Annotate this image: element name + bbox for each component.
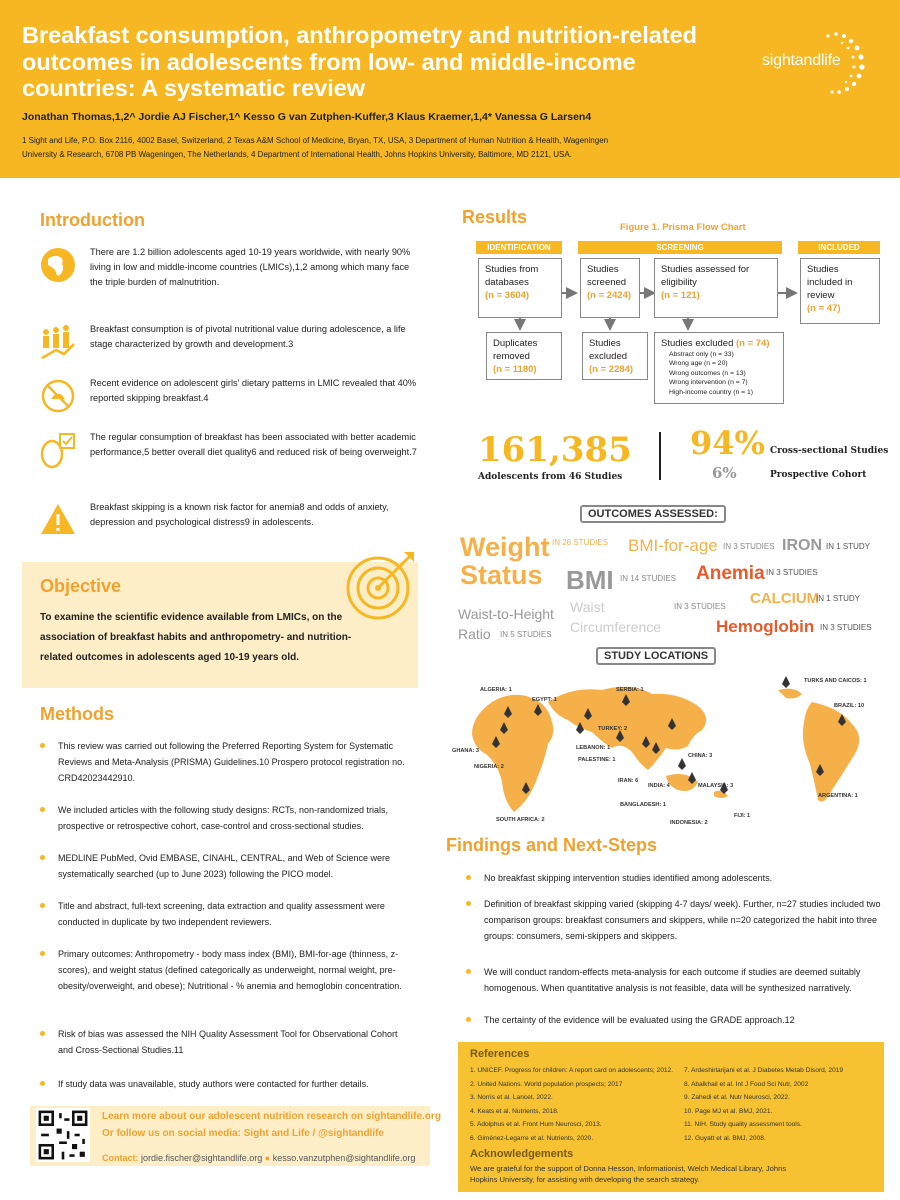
outcome-bmi-for-age-count: IN 3 STUDIES <box>723 542 775 551</box>
methods-item: MEDLINE PubMed, Ovid EMBASE, CINAHL, CENTRAL, and Web of Science were systematically searched (up to June 2023) following the PICO model. <box>58 850 408 882</box>
stat-cohort: 6% <box>712 464 737 482</box>
figure-caption: Figure 1. Prisma Flow Chart <box>620 222 746 233</box>
outcomes-title: OUTCOMES ASSESSED: <box>580 505 726 523</box>
prisma-box-excluded: Studies excluded (n = 2284) <box>582 332 648 380</box>
contact-emails: Contact: jordie.fischer@sightandlife.org ● kesso.vanzutphen@sightandlife.org <box>102 1153 416 1163</box>
email-link[interactable]: jordie.fischer@sightandlife.org <box>141 1153 263 1163</box>
prisma-box-included: Studies included in review (n = 47) <box>800 258 880 324</box>
intro-item: Breakfast skipping is a known risk factor for anemia8 and odds of anxiety, depression and psychological distress9 in adolescents. <box>38 500 428 540</box>
logo-wordmark: sightandlife <box>762 52 841 69</box>
outcome-waist: Waist Circumference <box>570 599 662 635</box>
map-labels: ALGERIA: 1 EGYPT: 1 SERBIA: 1 TURKS AND CAICOS: 1 TURKEY: 2 LEBANON: 1 PALESTINE: 1 GHANA: 3 NIGERIA: 2 IRAN: 6 INDIA: 4 CHINA: 3 BRAZIL: 10 MALAYSIA: 3 BANGLADESH: 1 ARGENTINA: 1 SOUTH AFRICA: 2 INDONESIA: 2 FIJI: 1 <box>452 678 867 826</box>
outcome-anemia: Anemia <box>696 563 765 584</box>
stat-adolescents-label: Adolescents from 46 Studies <box>478 472 623 482</box>
introduction-title: Introduction <box>40 210 145 230</box>
prisma-box-assessed: Studies assessed for eligibility (n = 121) <box>654 258 778 318</box>
outcome-waist-count: IN 3 STUDIES <box>674 602 726 611</box>
outcome-weight-status: Weight Status <box>460 532 550 590</box>
methods-item: We included articles with the following study designs: RCTs, non-randomized trials, prospective or retrospective cohort, case-control and cross-sectional studies. <box>58 802 408 834</box>
social-link[interactable]: Or follow us on social media: Sight and Life / @sightandlife <box>102 1128 384 1139</box>
finding-item: No breakfast skipping intervention studies identified among adolescents. <box>484 870 884 886</box>
intro-item: There are 1.2 billion adolescents aged 10-19 years worldwide, with nearly 90% living in low and middle-income countries (LMICs),1,2 among which many face the triple burden of malnutrition. <box>38 245 428 295</box>
globe-icon <box>38 245 78 285</box>
intro-item: Recent evidence on adolescent girls' dietary patterns in LMIC revealed that 40% reported skipping breakfast.4 <box>38 376 428 416</box>
outcome-iron-count: IN 1 STUDY <box>826 542 871 551</box>
outcome-anemia-count: IN 3 STUDIES <box>766 568 818 577</box>
objective-title: Objective <box>40 576 122 596</box>
prisma-box-screened: Studies screened (n = 2424) <box>580 258 640 318</box>
outcome-bmi-count: IN 14 STUDIES <box>620 574 677 583</box>
locations-title: STUDY LOCATIONS <box>596 647 716 665</box>
methods-item: Risk of bias was assessed the NIH Quality Assessment Tool for Observational Cohort and Cross-Sectional Studies.11 <box>58 1026 408 1058</box>
outcome-bmi-for-age: BMI-for-age <box>628 536 718 555</box>
outcome-calcium: CALCIUM <box>750 590 820 607</box>
phase-identification: IDENTIFICATION <box>476 241 562 254</box>
email-link[interactable]: kesso.vanzutphen@sightandlife.org <box>272 1153 416 1163</box>
references-title: References <box>470 1048 530 1060</box>
findings-title: Findings and Next-Steps <box>446 835 658 855</box>
methods-title: Methods <box>40 704 114 724</box>
methods-item: This review was carried out following the Preferred Reporting System for Systematic Reviews and Meta-Analysis (PRISMA) Guidelines.10 Prospero protocol registration no. CRD42023442910. <box>58 738 408 786</box>
website-link[interactable]: Learn more about our adolescent nutrition research on sightandlife.org <box>102 1111 441 1122</box>
prisma-box-databases: Studies from databases (n = 3604) <box>478 258 562 318</box>
phase-screening: SCREENING <box>578 241 782 254</box>
results-title: Results <box>462 207 528 227</box>
affil-line-2: University & Research, 6708 PB Wageningen, The Netherlands, 4 Department of International Health, Johns Hopkins University, Baltimore, MD 2121, USA. <box>22 150 572 159</box>
acknowledgements-text: We are grateful for the support of Donna Hesson, Informationist, Welch Medical Library, Johns Hopkins University, for assisting with developing the search strategy. <box>470 1164 787 1184</box>
prisma-box-duplicates: Duplicates removed (n = 1180) <box>486 332 562 380</box>
growth-people-icon <box>38 322 78 362</box>
intro-item: Breakfast consumption is of pivotal nutritional value during adolescence, a life stage characterized by growth and development.3 <box>38 322 428 362</box>
references-left: 1. UNICEF. Progress for children: A report card on adolescents; 2012. 2. United Nations. World population prospects; 2017 3. Norris et al. Lancet, 2022. 4. Keats et al. Nutrients, 2018. 5. Adolphus et al. Front Hum Neurosci, 2013. 6. Giménez-Legarre et al. Nutrients, 2020. <box>470 1067 674 1142</box>
outcome-iron: IRON <box>782 537 822 554</box>
outcome-hemoglobin-count: IN 3 STUDIES <box>820 623 872 632</box>
outcome-weight-status-count: IN 26 STUDIES <box>552 538 609 547</box>
contact-links <box>102 1108 441 1142</box>
finding-item: Definition of breakfast skipping varied (skipping 4-7 days/ week). Further, n=27 studies included two comparison groups: breakfast consumers and skippers, while n=20 categorized the habit into three groups: consumers, semi-skippers and skippers. <box>484 896 884 944</box>
methods-item: Primary outcomes: Anthropometry - body mass index (BMI), BMI-for-age (thinness, z-scores), and weight status (defined categorically as underweight, normal weight, pre-obesity/overweight, and obese); Nutritional - % anemia and hemoglobin concentration. <box>58 946 408 994</box>
warning-icon <box>38 500 78 540</box>
intro-item: The regular consumption of breakfast has been associated with better academic performance,5 better overall diet quality6 and reduced risk of being overweight.7 <box>38 430 428 480</box>
outcome-calcium-count: IN 1 STUDY <box>816 594 861 603</box>
references-right: 7. Ardeshirlarijani et al. J Diabetes Metab Disord, 2019 8. Abalkhail et al. Int J Food Sci Nutr, 2002 9. Zahedi et al. Nutr Neurosci, 2022. 10. Page MJ et al. BMJ, 2021. 11. NIH. Study quality assessment tools. 12. Guyatt et al. BMJ, 2008. <box>684 1067 844 1142</box>
stat-adolescents: 161,385 <box>478 430 632 470</box>
acknowledgements-title: Acknowledgements <box>470 1148 574 1160</box>
objective-text: To examine the scientific evidence available from LMICs, on the association of breakfast habits and anthropometry- and nutrition-related outcomes in adolescents aged 10-19 years old. <box>40 612 352 663</box>
methods-item: If study data was unavailable, study authors were contacted for further details. <box>58 1076 408 1092</box>
finding-item: We will conduct random-effects meta-analysis for each outcome if studies are deemed suitably homogenous. When quantitative analysis is not feasible, data will be synthesized narratively. <box>484 964 884 996</box>
target-icon <box>340 546 420 626</box>
outcome-hemoglobin: Hemoglobin <box>716 617 815 636</box>
stat-cohort-label: Prospective Cohort <box>770 470 867 480</box>
poster-title: Breakfast consumption, anthropometry and nutrition-related outcomes in adolescents from low- and middle-income countries: A systematic review <box>22 22 698 101</box>
finding-item: The certainty of the evidence will be evaluated using the GRADE approach.12 <box>484 1012 884 1028</box>
outcome-waist-height-count: IN 5 STUDIES <box>500 630 552 639</box>
authors: Jonathan Thomas,1,2^ Jordie AJ Fischer,1^ Kesso G van Zutphen-Kuffer,3 Klaus Kraemer,1,4* Vanessa G Larsen4 <box>22 111 592 123</box>
methods-item: Title and abstract, full-text screening, data extraction and quality assessment were conducted in duplicate by two independent reviewers. <box>58 898 408 930</box>
stat-cross-sectional: 94% <box>690 424 765 462</box>
stat-cross-sectional-label: Cross-sectional Studies <box>770 446 889 456</box>
qr-code-icon[interactable] <box>36 1108 90 1162</box>
no-breakfast-icon <box>38 376 78 416</box>
outcome-waist-height: Waist-to-Height Ratio <box>458 606 554 642</box>
egg-checklist-icon <box>38 430 78 470</box>
affil-line-1: 1 Sight and Life, P.O. Box 2116, 4002 Basel, Switzerland, 2 Texas A&M School of Medicine, Bryan, TX, USA, 3 Department of Human Nutrition & Health, Wageningen <box>22 136 609 145</box>
prisma-box-excluded-reasons: Studies excluded (n = 74) Abstract only (n = 33) Wrong age (n = 20) Wrong outcomes (n = 13) Wrong intervention (n = 7) High-income country (n = 1) <box>654 332 784 404</box>
affiliations <box>22 134 882 162</box>
phase-included: INCLUDED <box>798 241 880 254</box>
stat-divider <box>659 432 661 480</box>
outcome-bmi: BMI <box>566 565 614 595</box>
